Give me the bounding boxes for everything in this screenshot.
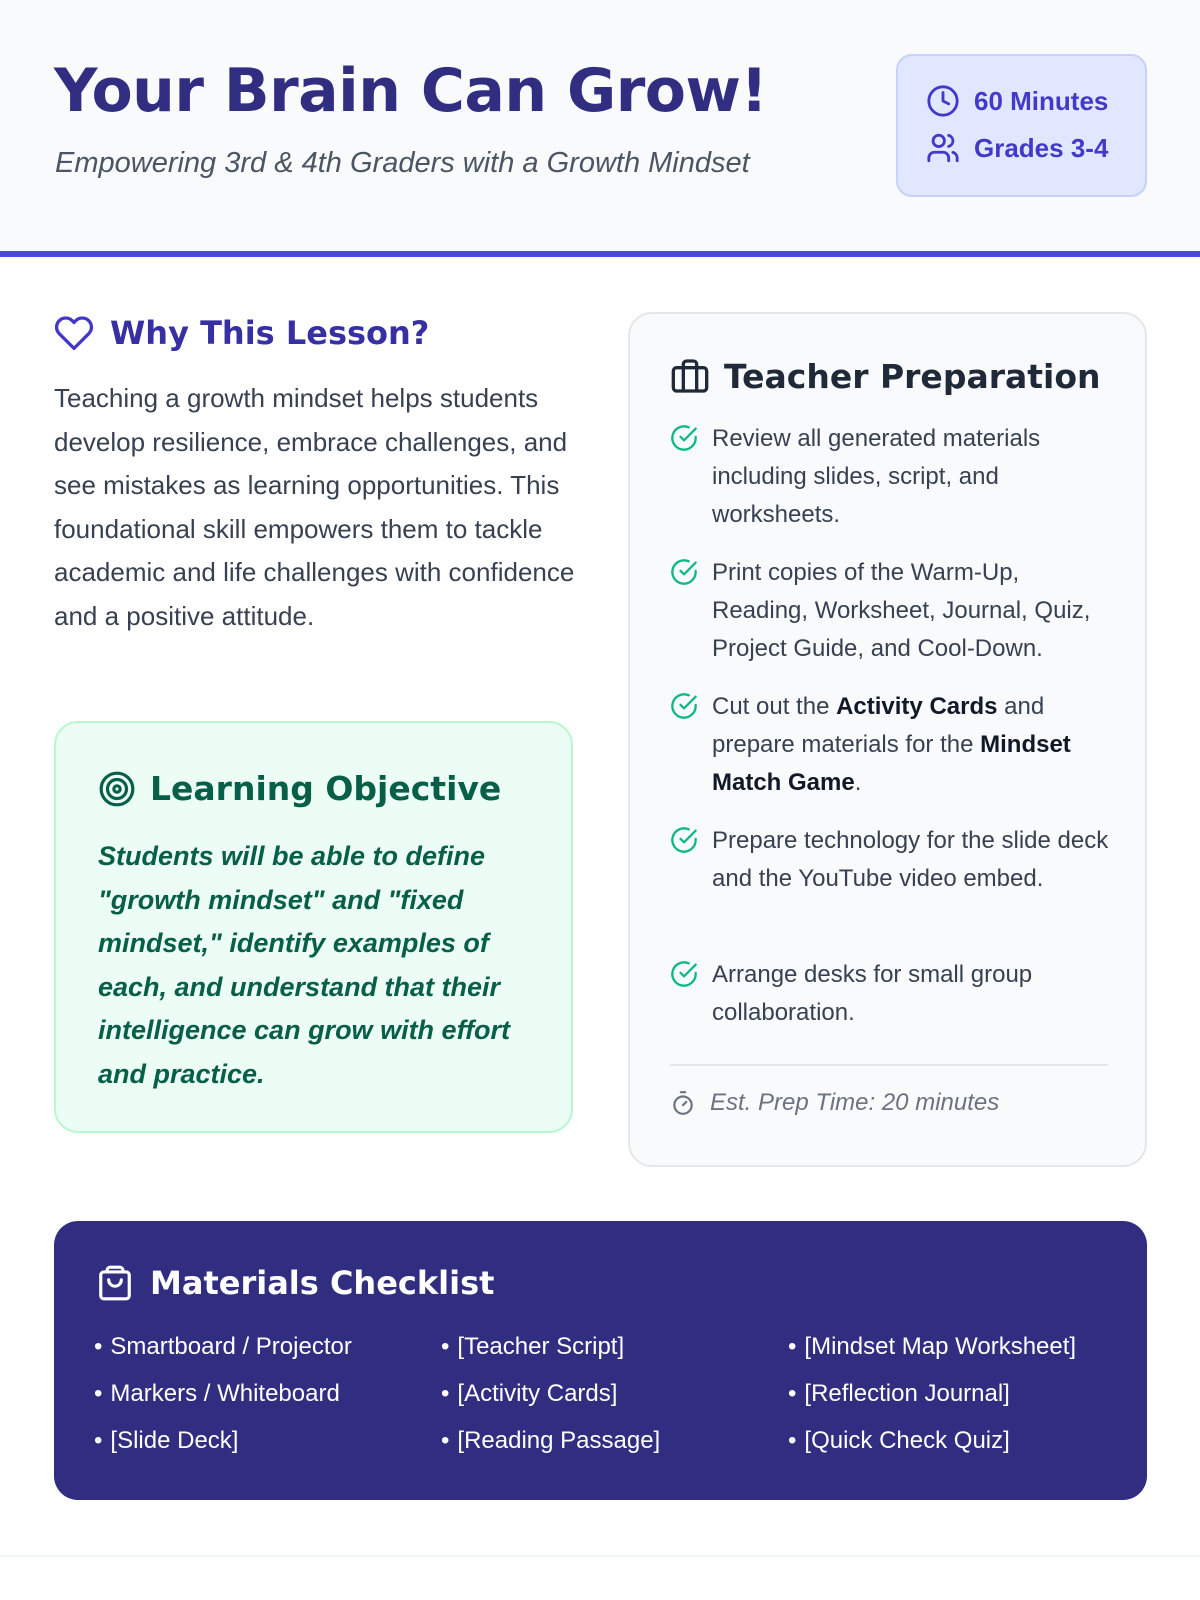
prep-item-text [712,822,1120,898]
teacher-preparation-card [628,312,1147,1167]
briefcase-icon [670,356,710,396]
prep-time-text: Est. Prep Time: 20 minutes [710,1089,1000,1116]
materials-column [788,1331,1076,1472]
prep-item-text-part: Arrange desks for small group collaboration. [712,961,1033,1026]
why-section-heading [54,313,429,353]
material-item: • [Mindset Map Worksheet] [788,1331,1076,1378]
prep-time-row [670,1089,999,1117]
bottom-divider [0,1555,1200,1557]
timer-icon [670,1090,696,1116]
prep-divider [670,1064,1108,1066]
prep-item-text-part: . [854,769,862,796]
prep-item-text-part: Prepare technology for the slide deck and the YouTube video embed. [712,827,1109,892]
clock-icon [926,84,960,118]
shopping-bag-icon [96,1264,134,1302]
prep-item-bold-text: Mindset Match Game [712,731,1071,796]
prep-item-text [712,420,1120,534]
prep-item-text-part: Review all generated materials including slides, script, and worksheets. [712,425,1041,528]
materials-heading [96,1264,494,1302]
prep-heading [670,356,1101,396]
target-icon [98,770,136,808]
grades-label: Grades 3-4 [974,132,1109,163]
prep-item-text-part: and prepare materials for the [712,693,1045,758]
prep-item [670,554,1120,668]
check-circle-icon [670,558,698,586]
heart-icon [54,313,94,353]
prep-item-text [712,956,1120,1032]
grades-row [926,131,1108,165]
prep-item-text [712,554,1120,668]
materials-column [441,1331,660,1472]
prep-item-text [712,688,1120,802]
prep-heading-text: Teacher Preparation [724,356,1101,396]
material-item: • [Reflection Journal] [788,1378,1076,1425]
material-item: • [Teacher Script] [441,1331,660,1378]
materials-heading-text: Materials Checklist [150,1264,495,1302]
page-subtitle: Empowering 3rd & 4th Graders with a Growth Mindset [55,147,750,179]
material-item: • Smartboard / Projector [94,1331,352,1378]
objective-heading [98,769,501,808]
header [0,0,1200,257]
material-item: • [Activity Cards] [441,1378,660,1425]
material-item: • [Reading Passage] [441,1425,660,1472]
prep-item [670,688,1120,802]
check-circle-icon [670,826,698,854]
material-item: • [Quick Check Quiz] [788,1425,1076,1472]
lesson-meta-box [896,54,1147,197]
users-icon [926,131,960,165]
check-circle-icon [670,960,698,988]
prep-item-bold-text: Activity Cards [836,693,998,720]
why-body-text: Teaching a growth mindset helps students develop resilience, embrace challenges, and see mistakes as learning opportunities. This foundational skill empowers them to tackle academic and life challenges with confidence and a positive attitude. [54,383,575,631]
prep-item [670,420,1120,534]
prep-item-text-part: Cut out the [712,693,837,720]
check-circle-icon [670,424,698,452]
duration-label: 60 Minutes [974,85,1109,116]
prep-item-text-part: Print copies of the Warm-Up, Reading, Worksheet, Journal, Quiz, Project Guide, and Cool-Down. [712,559,1091,662]
material-item: • [Slide Deck] [94,1425,352,1472]
page-title: Your Brain Can Grow! [54,56,768,126]
check-circle-icon [670,692,698,720]
materials-checklist-card [54,1221,1147,1500]
why-heading-text: Why This Lesson? [110,314,430,352]
materials-column [94,1331,352,1472]
learning-objective-card [54,721,573,1133]
duration-row [926,84,1108,118]
objective-body-text: Students will be able to define "growth mindset" and "fixed mindset," identify examples of each, and understand that their intelligence can grow with effort and practice. [98,841,511,1089]
objective-heading-text: Learning Objective [150,769,502,808]
prep-item [670,822,1120,898]
prep-item [670,956,1120,1032]
material-item: • Markers / Whiteboard [94,1378,352,1425]
